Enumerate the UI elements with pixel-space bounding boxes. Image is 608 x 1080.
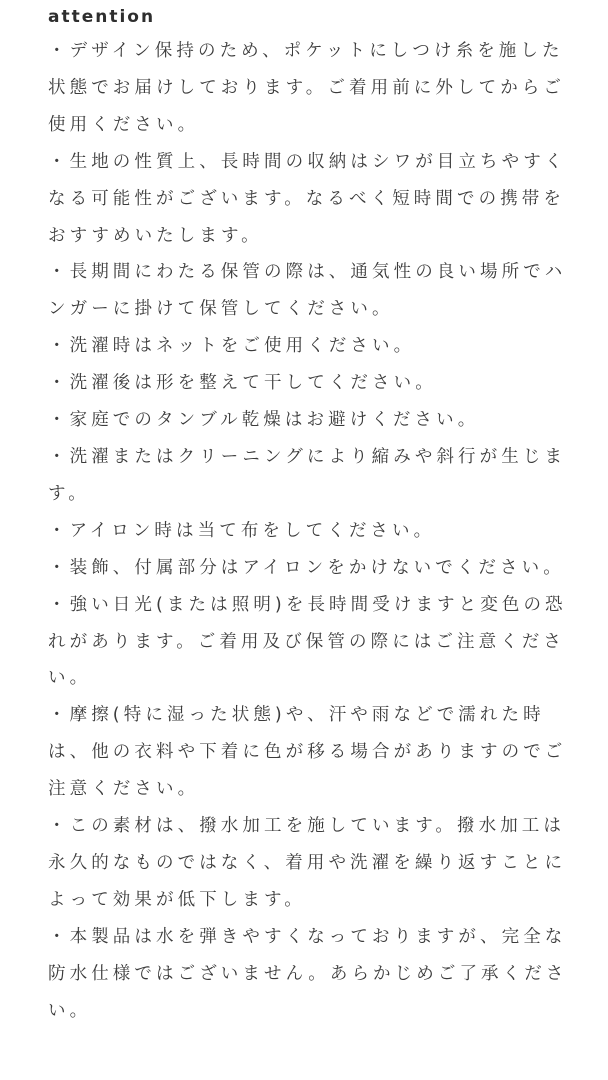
care-note: ・摩擦(特に湿った状態)や、汗や雨などで濡れた時は、他の衣料や下着に色が移る場合がありますのでご注意ください。 (48, 705, 567, 800)
care-note: ・生地の性質上、長時間の収納はシワが目立ちやすくなる可能性がございます。なるべく短時間での携帯をおすすめいたします。 (48, 151, 567, 246)
care-note: ・洗濯時はネットをご使用ください。 (48, 336, 416, 357)
care-notes-list (48, 33, 568, 1029)
care-note: ・長期間にわたる保管の際は、通気性の良い場所でハンガーに掛けて保管してください。 (48, 262, 567, 320)
care-note: ・洗濯後は形を整えて干してください。 (48, 373, 437, 394)
care-note: ・強い日光(または照明)を長時間受けますと変色の恐れがあります。ご着用及び保管の際にはご注意ください。 (48, 594, 567, 689)
section-heading: attention (48, 7, 156, 27)
care-note: ・装飾、付属部分はアイロンをかけないでください。 (48, 557, 565, 578)
care-note: ・デザイン保持のため、ポケットにしつけ糸を施した状態でお届けしております。ご着用前に外してからご使用ください。 (48, 41, 565, 135)
care-note: ・この素材は、撥水加工を施しています。撥水加工は永久的なものではなく、着用や洗濯を繰り返すことによって効果が低下します。 (48, 816, 567, 910)
care-note: ・家庭でのタンブル乾燥はお避けください。 (48, 410, 480, 431)
care-note: ・洗濯またはクリーニングにより縮みや斜行が生じます。 (48, 446, 567, 504)
care-note: ・アイロン時は当て布をしてください。 (48, 520, 436, 541)
care-note: ・本製品は水を弾きやすくなっておりますが、完全な防水仕様ではございません。あらかじめご了承ください。 (48, 926, 568, 1021)
